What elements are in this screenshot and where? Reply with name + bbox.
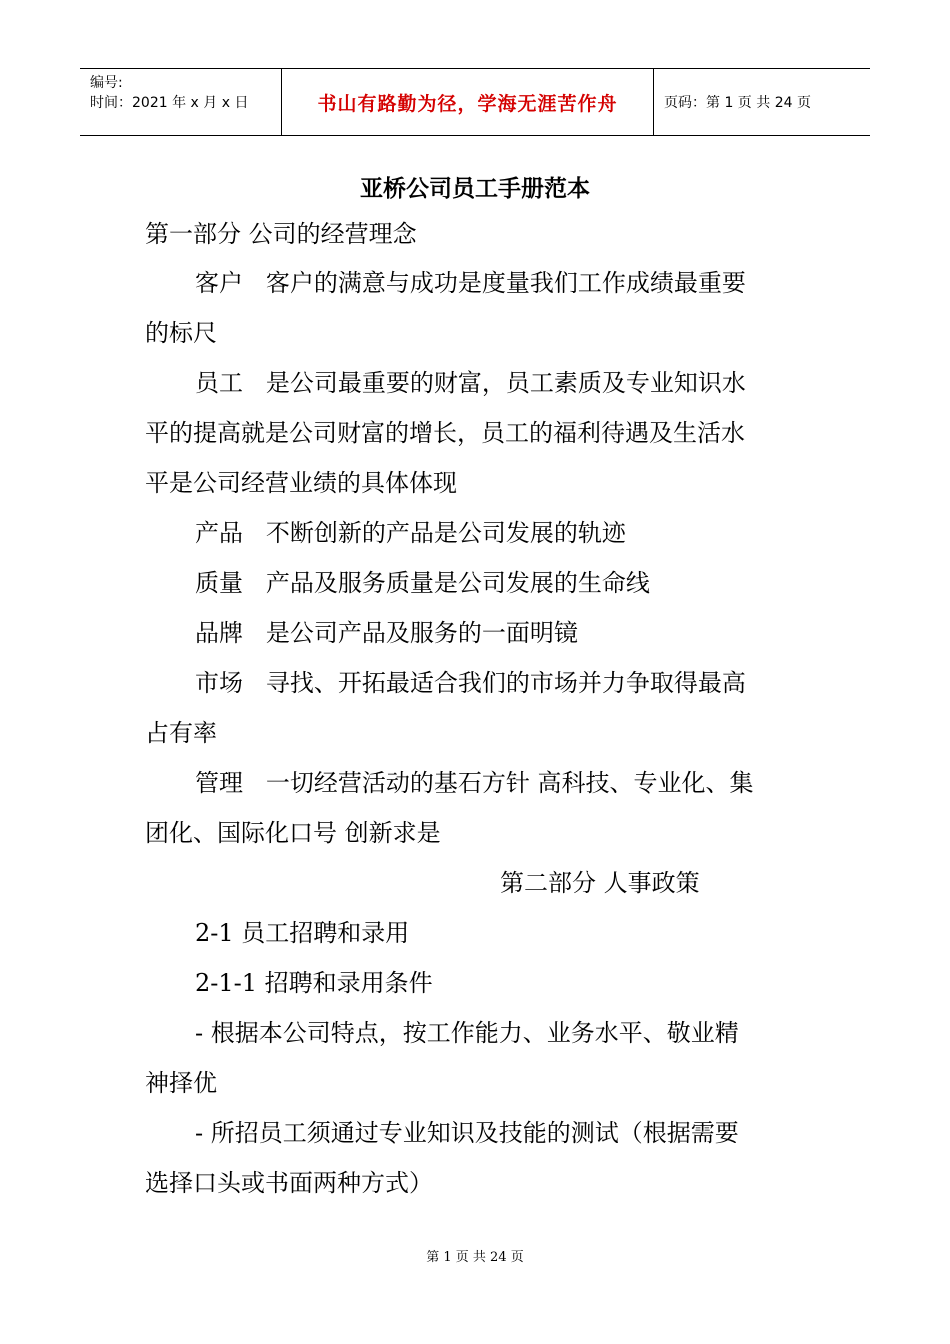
paragraph-product: 产品 不断创新的产品是公司发展的轨迹 [195,519,626,547]
subsection-heading: 2-1 员工招聘和录用 [195,919,410,947]
paragraph-brand: 品牌 是公司产品及服务的一面明镜 [195,619,578,647]
paragraph-market: 市场 寻找、开拓最适合我们的市场并力争取得最高 [195,669,746,697]
header-page-info: 页码：第 1 页 共 24 页 [664,95,811,111]
paragraph-line: 神择优 [145,1069,217,1097]
page-header [80,68,870,136]
page-footer: 第 1 页 共 24 页 [426,1250,524,1265]
subsection-heading: 2-1-1 招聘和录用条件 [195,969,433,997]
header-motto: 书山有路勤为径，学海无涯苦作舟 [282,69,654,135]
paragraph-line: 团化、国际化口号 创新求是 [145,819,441,847]
paragraph-management: 管理 一切经营活动的基石方针 高科技、专业化、集 [195,769,754,797]
paragraph-employee: 员工 是公司最重要的财富，员工素质及专业知识水 [195,369,746,397]
header-meta [80,69,282,135]
number-label: 编号: [90,75,123,91]
section-heading-2: 第二部分 人事政策 [500,869,700,897]
section-heading-1: 第一部分 公司的经营理念 [145,220,417,248]
paragraph-line: 占有率 [145,719,217,747]
paragraph-line: 平是公司经营业绩的具体体现 [145,469,457,497]
paragraph-customer: 客户 客户的满意与成功是度量我们工作成绩最重要 [195,269,746,297]
paragraph-quality: 质量 产品及服务质量是公司发展的生命线 [195,569,650,597]
time-label: 时间：2021 年 x 月 x 日 [90,95,249,111]
document-title: 亚桥公司员工手册范本 [360,176,590,202]
list-item: - 根据本公司特点，按工作能力、业务水平、敬业精 [195,1019,739,1047]
paragraph-line: 选择口头或书面两种方式） [145,1169,433,1197]
paragraph-line: 的标尺 [145,319,217,347]
list-item: - 所招员工须通过专业知识及技能的测试（根据需要 [195,1119,739,1147]
paragraph-line: 平的提高就是公司财富的增长，员工的福利待遇及生活水 [145,419,745,447]
